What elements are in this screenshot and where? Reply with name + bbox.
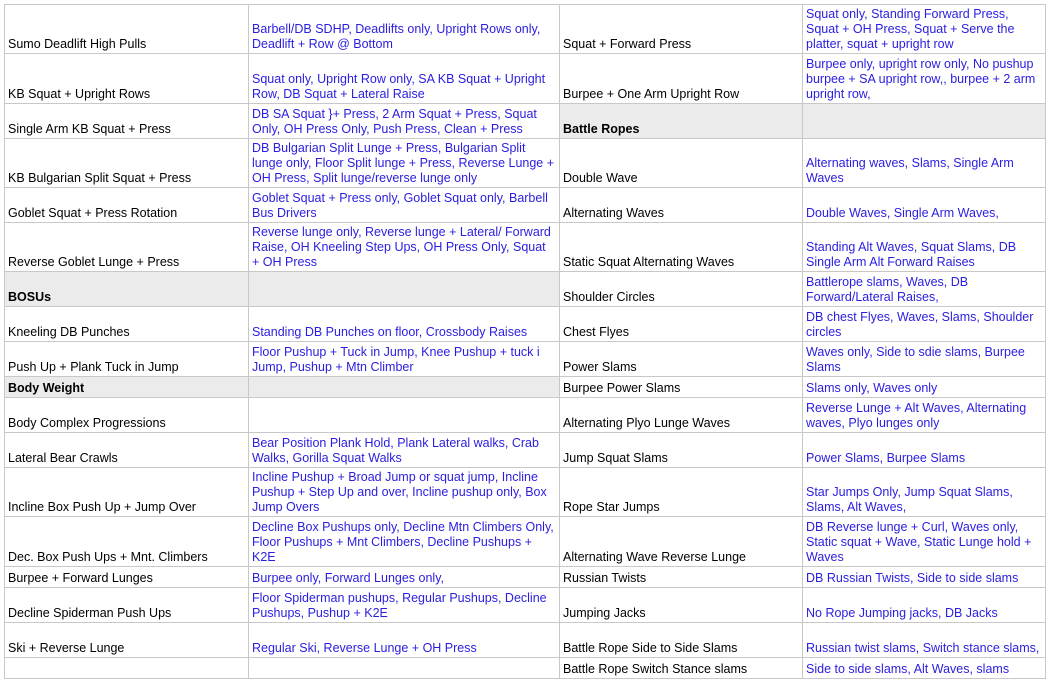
alternatives-cell[interactable] — [249, 377, 560, 398]
alternatives-cell[interactable]: Burpee only, Forward Lunges only, — [249, 567, 560, 588]
exercise-cell[interactable]: Static Squat Alternating Waves — [560, 223, 803, 272]
alternatives-cell[interactable]: Regular Ski, Reverse Lunge + OH Press — [249, 623, 560, 658]
exercise-cell[interactable]: Dec. Box Push Ups + Mnt. Climbers — [5, 517, 249, 567]
alternatives-cell[interactable]: Slams only, Waves only — [803, 377, 1046, 398]
exercise-cell[interactable]: Chest Flyes — [560, 307, 803, 342]
alternatives-cell[interactable]: No Rope Jumping jacks, DB Jacks — [803, 588, 1046, 623]
alternatives-cell[interactable]: Squat only, Upright Row only, SA KB Squat + Upright Row, DB Squat + Lateral Raise — [249, 54, 560, 104]
alternatives-cell[interactable]: Burpee only, upright row only, No pushup burpee + SA upright row,, burpee + 2 arm upright row, — [803, 54, 1046, 104]
exercise-cell[interactable]: Ski + Reverse Lunge — [5, 623, 249, 658]
exercise-cell[interactable]: Goblet Squat + Press Rotation — [5, 188, 249, 223]
table-row — [5, 623, 1046, 658]
table-row — [5, 139, 1046, 188]
alternatives-cell[interactable]: DB Russian Twists, Side to side slams — [803, 567, 1046, 588]
alternatives-cell[interactable]: Battlerope slams, Waves, DB Forward/Lateral Raises, — [803, 272, 1046, 307]
table-row — [5, 398, 1046, 433]
exercise-cell[interactable] — [5, 658, 249, 679]
exercise-cell[interactable]: Push Up + Plank Tuck in Jump — [5, 342, 249, 377]
alternatives-cell[interactable]: Bear Position Plank Hold, Plank Lateral walks, Crab Walks, Gorilla Squat Walks — [249, 433, 560, 468]
alternatives-cell[interactable]: Reverse lunge only, Reverse lunge + Lateral/ Forward Raise, OH Kneeling Step Ups, OH Press Only, Squat + OH Press — [249, 223, 560, 272]
alternatives-cell[interactable]: Squat only, Standing Forward Press, Squat + OH Press, Squat + Serve the platter, squat + upright row — [803, 5, 1046, 54]
alternatives-cell[interactable]: DB Bulgarian Split Lunge + Press, Bulgarian Split lunge only, Floor Split lunge + Press, Reverse Lunge + OH Press, Split lunge/reverse lunge only — [249, 139, 560, 188]
section-header-cell[interactable]: BOSUs — [5, 272, 249, 307]
table-row — [5, 272, 1046, 307]
exercise-cell[interactable]: Single Arm KB Squat + Press — [5, 104, 249, 139]
alternatives-cell[interactable] — [803, 104, 1046, 139]
exercise-cell[interactable]: Squat + Forward Press — [560, 5, 803, 54]
table-row — [5, 342, 1046, 377]
alternatives-cell[interactable]: Star Jumps Only, Jump Squat Slams, Slams, Alt Waves, — [803, 468, 1046, 517]
table-row — [5, 588, 1046, 623]
alternatives-cell[interactable]: Standing DB Punches on floor, Crossbody Raises — [249, 307, 560, 342]
exercise-cell[interactable]: Lateral Bear Crawls — [5, 433, 249, 468]
table-row — [5, 567, 1046, 588]
exercise-cell[interactable]: Alternating Wave Reverse Lunge — [560, 517, 803, 567]
exercise-cell[interactable]: Burpee + One Arm Upright Row — [560, 54, 803, 104]
exercise-cell[interactable]: Incline Box Push Up + Jump Over — [5, 468, 249, 517]
alternatives-cell[interactable]: Side to side slams, Alt Waves, slams — [803, 658, 1046, 679]
alternatives-cell[interactable]: DB chest Flyes, Waves, Slams, Shoulder circles — [803, 307, 1046, 342]
table-row — [5, 658, 1046, 679]
alternatives-cell[interactable]: Barbell/DB SDHP, Deadlifts only, Upright Rows only, Deadlift + Row @ Bottom — [249, 5, 560, 54]
exercise-cell[interactable]: KB Squat + Upright Rows — [5, 54, 249, 104]
alternatives-cell[interactable]: Standing Alt Waves, Squat Slams, DB Single Arm Alt Forward Raises — [803, 223, 1046, 272]
exercise-cell[interactable]: Jump Squat Slams — [560, 433, 803, 468]
exercise-cell[interactable]: Russian Twists — [560, 567, 803, 588]
alternatives-cell[interactable]: DB Reverse lunge + Curl, Waves only, Static squat + Wave, Static Lunge hold + Waves — [803, 517, 1046, 567]
alternatives-cell[interactable]: Reverse Lunge + Alt Waves, Alternating waves, Plyo lunges only — [803, 398, 1046, 433]
exercise-cell[interactable]: Rope Star Jumps — [560, 468, 803, 517]
alternatives-cell[interactable]: Floor Pushup + Tuck in Jump, Knee Pushup + tuck i Jump, Pushup + Mtn Climber — [249, 342, 560, 377]
exercise-cell[interactable]: Body Complex Progressions — [5, 398, 249, 433]
section-header-cell[interactable]: Body Weight — [5, 377, 249, 398]
alternatives-cell[interactable]: Goblet Squat + Press only, Goblet Squat only, Barbell Bus Drivers — [249, 188, 560, 223]
alternatives-cell[interactable]: Floor Spiderman pushups, Regular Pushups, Decline Pushups, Pushup + K2E — [249, 588, 560, 623]
exercise-cell[interactable]: Power Slams — [560, 342, 803, 377]
exercise-cell[interactable]: Battle Rope Side to Side Slams — [560, 623, 803, 658]
exercise-table — [4, 4, 1046, 679]
exercise-cell[interactable]: Decline Spiderman Push Ups — [5, 588, 249, 623]
section-header-cell[interactable]: Battle Ropes — [560, 104, 803, 139]
alternatives-cell[interactable]: Incline Pushup + Broad Jump or squat jump, Incline Pushup + Step Up and over, Incline pushup only, Box Jump Overs — [249, 468, 560, 517]
alternatives-cell[interactable] — [249, 398, 560, 433]
alternatives-cell[interactable] — [249, 658, 560, 679]
exercise-cell[interactable]: KB Bulgarian Split Squat + Press — [5, 139, 249, 188]
exercise-cell[interactable]: Burpee + Forward Lunges — [5, 567, 249, 588]
alternatives-cell[interactable] — [249, 272, 560, 307]
alternatives-cell[interactable]: Power Slams, Burpee Slams — [803, 433, 1046, 468]
alternatives-cell[interactable]: Russian twist slams, Switch stance slams, — [803, 623, 1046, 658]
exercise-cell[interactable]: Reverse Goblet Lunge + Press — [5, 223, 249, 272]
table-row — [5, 5, 1046, 54]
table-row — [5, 377, 1046, 398]
table-row — [5, 468, 1046, 517]
exercise-cell[interactable]: Burpee Power Slams — [560, 377, 803, 398]
exercise-cell[interactable]: Jumping Jacks — [560, 588, 803, 623]
exercise-cell[interactable]: Kneeling DB Punches — [5, 307, 249, 342]
exercise-cell[interactable]: Alternating Plyo Lunge Waves — [560, 398, 803, 433]
exercise-cell[interactable]: Alternating Waves — [560, 188, 803, 223]
alternatives-cell[interactable]: Double Waves, Single Arm Waves, — [803, 188, 1046, 223]
alternatives-cell[interactable]: Waves only, Side to sdie slams, Burpee Slams — [803, 342, 1046, 377]
table-row — [5, 223, 1046, 272]
exercise-cell[interactable]: Double Wave — [560, 139, 803, 188]
exercise-cell[interactable]: Battle Rope Switch Stance slams — [560, 658, 803, 679]
table-row — [5, 307, 1046, 342]
table-row — [5, 54, 1046, 104]
alternatives-cell[interactable]: DB SA Squat }+ Press, 2 Arm Squat + Press, Squat Only, OH Press Only, Push Press, Clean + Press — [249, 104, 560, 139]
table-row — [5, 517, 1046, 567]
alternatives-cell[interactable]: Alternating waves, Slams, Single Arm Waves — [803, 139, 1046, 188]
table-row — [5, 433, 1046, 468]
table-row — [5, 188, 1046, 223]
exercise-cell[interactable]: Sumo Deadlift High Pulls — [5, 5, 249, 54]
exercise-cell[interactable]: Shoulder Circles — [560, 272, 803, 307]
table-row — [5, 104, 1046, 139]
alternatives-cell[interactable]: Decline Box Pushups only, Decline Mtn Climbers Only, Floor Pushups + Mnt Climbers, Decline Pushups + K2E — [249, 517, 560, 567]
